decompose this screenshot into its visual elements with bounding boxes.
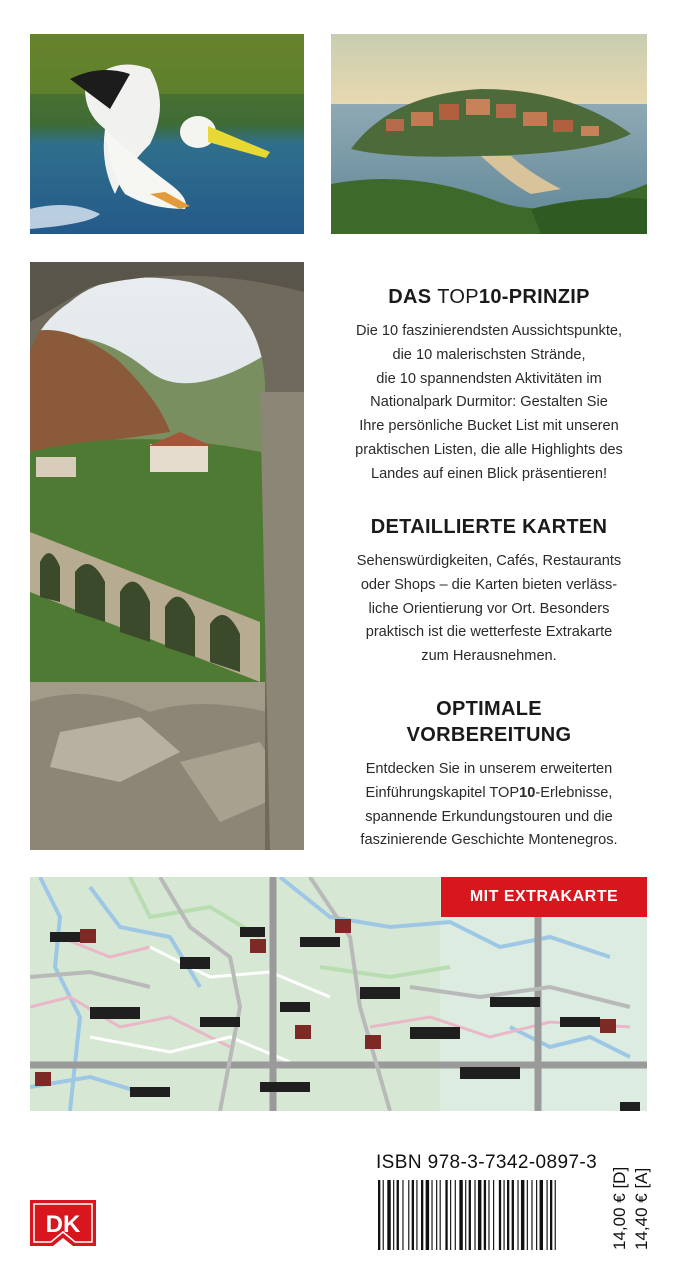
price-germany: 14,00 € [D] bbox=[610, 1166, 629, 1250]
barcode-bar bbox=[517, 1180, 518, 1250]
barcode-bar bbox=[547, 1180, 548, 1250]
barcode-bar bbox=[550, 1180, 552, 1250]
extra-map-badge: MIT EXTRAKARTE bbox=[441, 877, 647, 917]
barcode-bar bbox=[540, 1180, 543, 1250]
barcode-bar bbox=[445, 1180, 447, 1250]
text-line: Die 10 faszinierendsten Aussichtspunkte, bbox=[355, 323, 623, 339]
text-line: spannende Erkundungstouren und die bbox=[365, 808, 613, 825]
text-line: oder Shops – die Karten bieten verläss- bbox=[360, 576, 618, 593]
barcode-bar bbox=[459, 1180, 462, 1250]
barcode-bar bbox=[421, 1180, 423, 1250]
heading-line: OPTIMALE bbox=[436, 698, 542, 720]
barcode-bar bbox=[455, 1180, 456, 1250]
barcode-bar bbox=[387, 1180, 390, 1250]
heading-word-das: DAS bbox=[388, 286, 432, 308]
barcode-bar bbox=[521, 1180, 524, 1250]
text-line: liche Orientierung vor Ort. Besonders bbox=[368, 600, 610, 617]
barcode-bar bbox=[488, 1180, 489, 1250]
dk-publisher-logo bbox=[30, 1200, 96, 1248]
section-heading-top10 bbox=[330, 284, 648, 310]
barcode-bar bbox=[507, 1180, 509, 1250]
text-line: die 10 spannendsten Aktivitäten im bbox=[376, 370, 602, 387]
island-photo bbox=[331, 34, 647, 234]
barcode-bar bbox=[512, 1180, 514, 1250]
barcode-bar bbox=[555, 1180, 556, 1250]
barcode-bar bbox=[412, 1180, 414, 1250]
barcode-bar bbox=[493, 1180, 494, 1250]
barcode-bar bbox=[426, 1180, 429, 1250]
isbn-number: ISBN 978-3-7342-0897-3 bbox=[376, 1152, 598, 1173]
text-bold-10: 10 bbox=[519, 784, 536, 801]
heading-line: VORBEREITUNG bbox=[406, 724, 572, 746]
barcode-bar bbox=[478, 1180, 481, 1250]
barcode bbox=[376, 1180, 598, 1250]
text-line: Nationalpark Durmitor: Gestalten Sie bbox=[370, 394, 608, 411]
text-line: praktischen Listen, die alle Highlights des bbox=[355, 441, 623, 458]
heading-word-prinzip: 10-PRINZIP bbox=[478, 286, 590, 308]
barcode-bar bbox=[436, 1180, 437, 1250]
text-line: Ihre persönliche Bucket List mit unseren bbox=[359, 418, 619, 435]
text-line: praktisch ist die wetterfeste Extrakarte bbox=[365, 624, 613, 641]
barcode-bar bbox=[527, 1180, 528, 1250]
text-line: Landes auf einen Blick präsentieren! bbox=[370, 465, 608, 482]
text-line: faszinierende Geschichte Montenegros. bbox=[360, 832, 618, 849]
text-line: zum Herausnehmen. bbox=[421, 648, 557, 665]
section-top10-principle bbox=[330, 284, 648, 487]
section-body-preparation bbox=[330, 758, 648, 853]
text-line: -Erlebnisse, bbox=[535, 784, 613, 801]
barcode-bar bbox=[531, 1180, 532, 1250]
section-heading-preparation bbox=[330, 696, 648, 748]
barcode-bar bbox=[383, 1180, 384, 1250]
text-line: Entdecken Sie in unserem erweiterten bbox=[365, 761, 613, 777]
section-preparation bbox=[330, 696, 648, 853]
barcode-bar bbox=[378, 1180, 380, 1250]
price-austria: 14,40 € [A] bbox=[632, 1167, 651, 1250]
text-line: Einführungskapitel TOP bbox=[365, 784, 520, 801]
barcode-bar bbox=[465, 1180, 466, 1250]
section-detailed-maps bbox=[330, 514, 648, 669]
barcode-bar bbox=[431, 1180, 432, 1250]
text-line: die 10 malerischsten Strände, bbox=[392, 346, 586, 363]
barcode-bar bbox=[484, 1180, 486, 1250]
extra-map-preview bbox=[30, 877, 647, 1111]
barcode-bar bbox=[499, 1180, 501, 1250]
barcode-bar bbox=[474, 1180, 475, 1250]
text-line: Sehenswürdigkeiten, Cafés, Restaurants bbox=[356, 553, 622, 569]
barcode-bar bbox=[440, 1180, 441, 1250]
barcode-bar bbox=[504, 1180, 505, 1250]
dk-logo-text: DK bbox=[45, 1211, 81, 1238]
section-body-top10 bbox=[330, 320, 648, 487]
barcode-bar bbox=[402, 1180, 403, 1250]
barcode-bar bbox=[416, 1180, 417, 1250]
section-body-maps bbox=[330, 550, 648, 669]
aqueduct-arch-photo bbox=[30, 262, 304, 850]
barcode-bar bbox=[469, 1180, 471, 1250]
section-heading-maps: DETAILLIERTE KARTEN bbox=[370, 516, 608, 538]
barcode-bar bbox=[408, 1180, 409, 1250]
barcode-bar bbox=[450, 1180, 451, 1250]
heading-word-top: TOP bbox=[437, 286, 479, 308]
barcode-bar bbox=[536, 1180, 537, 1250]
price-block bbox=[608, 1154, 658, 1254]
barcode-bar bbox=[397, 1180, 399, 1250]
pelican-photo bbox=[30, 34, 304, 234]
barcode-bar bbox=[393, 1180, 394, 1250]
